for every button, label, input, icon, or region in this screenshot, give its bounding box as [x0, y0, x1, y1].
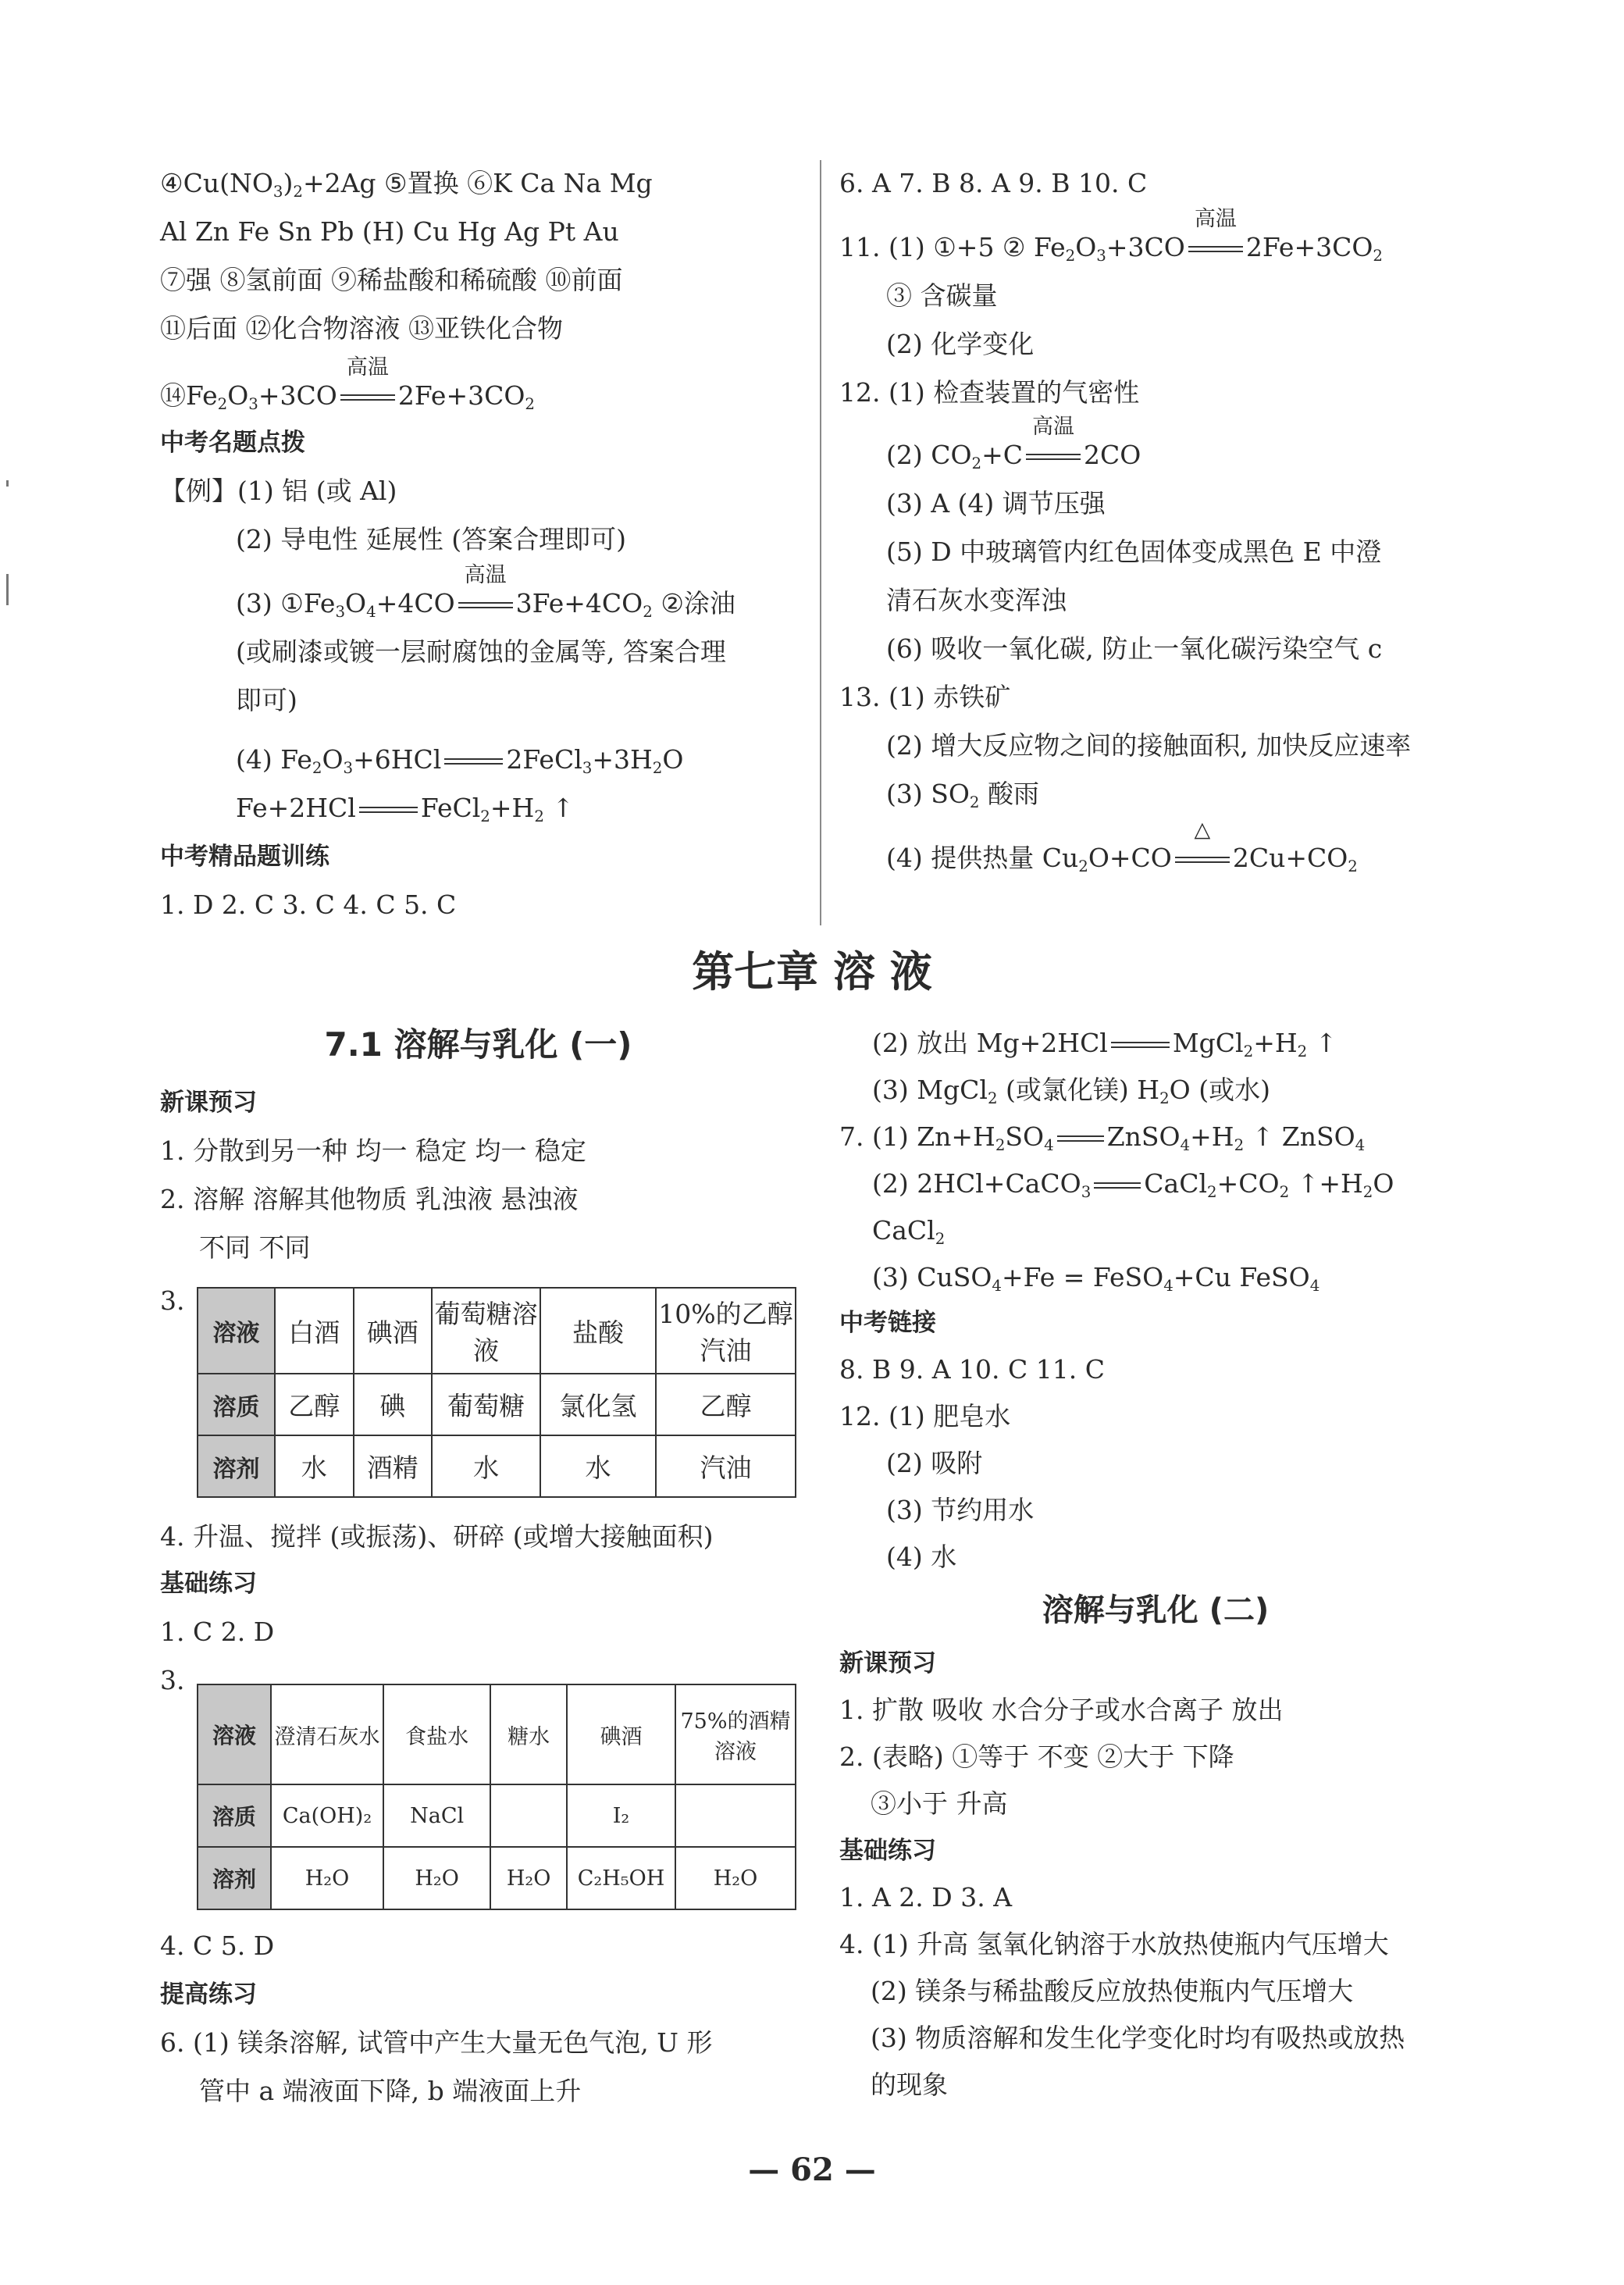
equation-line: (3) CuSO$_4$+Fe = FeSO$_4$+Cu FeSO$_4$ — [872, 1262, 1320, 1295]
section-heading: 中考链接 — [839, 1309, 936, 1337]
answer-line: $④Cu(NO_3)_2+2Ag$ ⑤置换 ⑥K Ca Na Mg — [160, 168, 653, 201]
table-cell: 葡萄糖 — [432, 1374, 540, 1435]
row-label: 溶质 — [198, 1784, 271, 1847]
table-cell: 氯化氢 — [540, 1374, 656, 1435]
equation-line: (2) 放出 Mg+2HCl $MgCl_2+H_2$ ↑ — [872, 1028, 1337, 1061]
answer-line: (2) 增大反应物之间的接触面积, 加快反应速率 — [886, 730, 1412, 761]
answer-line: 2. 溶解 溶解其他物质 乳浊液 悬浊液 — [160, 1184, 579, 1214]
table-cell: I₂ — [567, 1784, 675, 1847]
section-heading: 基础练习 — [839, 1837, 936, 1865]
section-heading: 新课预习 — [839, 1649, 936, 1677]
answer-line: ③小于 升高 — [871, 1788, 1008, 1819]
answer-line: 12. (1) 肥皂水 — [839, 1401, 1011, 1431]
table-cell: H₂O — [383, 1847, 490, 1909]
equation-line: (4) $Fe_2O_3+6HCl$ $2FeCl_3+3H_2O$ — [236, 744, 684, 777]
table-cell: 水 — [540, 1435, 656, 1497]
scan-mark — [6, 574, 9, 605]
answer-line: 不同 不同 — [199, 1232, 311, 1263]
table-cell: 酒精 — [354, 1435, 433, 1497]
table-cell: H₂O — [490, 1847, 567, 1909]
answer-line: (3) 物质溶解和发生化学变化时均有吸热或放热 — [871, 2023, 1405, 2053]
answer-line: 3. — [160, 1665, 185, 1695]
answer-line: (3) A (4) 调节压强 — [886, 488, 1106, 519]
answer-line: 清石灰水变浑浊 — [886, 585, 1067, 615]
table-cell: H₂O — [271, 1847, 383, 1909]
answer-line: ⑦强 ⑧氢前面 ⑨稀盐酸和稀硫酸 ⑩前面 — [160, 265, 623, 295]
answer-line: 4. C 5. D — [160, 1930, 275, 1961]
reaction-arrow: △ — [1172, 843, 1233, 874]
answer-line: (6) 吸收一氧化碳, 防止一氧化碳污染空气 c — [886, 633, 1383, 664]
equals-sign — [441, 744, 506, 775]
answer-line: 2. (表略) ①等于 不变 ②大于 下降 — [839, 1741, 1234, 1772]
answer-line: Al Zn Fe Sn Pb (H) Cu Hg Ag Pt Au — [160, 216, 619, 247]
answer-line: 【例】(1) 铝 (或 Al) — [160, 476, 397, 506]
answer-line: 1. C 2. D — [160, 1617, 275, 1647]
answer-line: 管中 a 端液面下降, b 端液面上升 — [199, 2076, 582, 2106]
page-number: — 62 — — [748, 2151, 876, 2188]
row-label: 溶剂 — [198, 1847, 271, 1909]
chapter-title: 第七章 溶 液 — [692, 947, 932, 996]
answer-line: (2) 吸附 — [886, 1448, 983, 1478]
scan-mark — [6, 480, 9, 487]
answer-line: 的现象 — [871, 2069, 948, 2100]
answer-line: (或刷漆或镀一层耐腐蚀的金属等, 答案合理 — [236, 636, 726, 667]
answer-line: 3. — [160, 1285, 185, 1316]
section-heading: 中考名题点拨 — [160, 429, 305, 457]
answer-line: 1. 分散到另一种 均一 稳定 均一 稳定 — [160, 1135, 586, 1166]
row-label: 溶液 — [198, 1288, 275, 1374]
answer-line: (2) 镁条与稀盐酸反应放热使瓶内气压增大 — [871, 1976, 1354, 2006]
answer-line: 6. (1) 镁条溶解, 试管中产生大量无色气泡, U 形 — [160, 2027, 713, 2058]
answer-line: ③ 含碳量 — [886, 280, 998, 311]
reaction-arrow: 高温 — [337, 380, 398, 412]
table-cell: 乙醇 — [275, 1374, 354, 1435]
table-cell: 白酒 — [275, 1288, 354, 1374]
answer-line: 8. B 9. A 10. C 11. C — [839, 1354, 1105, 1385]
table-cell: C₂H₅OH — [567, 1847, 675, 1909]
table-cell: H₂O — [675, 1847, 796, 1909]
equation-line: (3) $①Fe_3O_4+4CO$ 高温 $3Fe+4CO_2$ ②涂油 — [236, 563, 735, 621]
table-cell: 水 — [432, 1435, 540, 1497]
table-cell: 盐酸 — [540, 1288, 656, 1374]
table-cell: 碘酒 — [567, 1684, 675, 1784]
answer-line: 12. (1) 检查装置的气密性 — [839, 377, 1140, 408]
answer-line: (3) MgCl$_2$ (或氯化镁) $H_2O$ (或水) — [872, 1075, 1270, 1107]
answer-line: 6. A 7. B 8. A 9. B 10. C — [839, 168, 1148, 198]
answer-line: (2) 化学变化 — [886, 329, 1035, 359]
answer-line: 4. (1) 升高 氢氧化钠溶于水放热使瓶内气压增大 — [839, 1929, 1389, 1959]
table-cell: 10%的乙醇汽油 — [656, 1288, 796, 1374]
table-cell: 水 — [275, 1435, 354, 1497]
table-cell: NaCl — [383, 1784, 490, 1847]
table-cell: 葡萄糖溶液 — [432, 1288, 540, 1374]
equals-sign — [1108, 1028, 1173, 1059]
answer-line: (2) 导电性 延展性 (答案合理即可) — [236, 524, 626, 554]
section-heading: 基础练习 — [160, 1570, 257, 1598]
table-cell: 糖水 — [490, 1684, 567, 1784]
answer-line: (3) $SO_2$ 酸雨 — [886, 779, 1039, 811]
table-cell: 汽油 — [656, 1435, 796, 1497]
table-cell: 乙醇 — [656, 1374, 796, 1435]
answer-line: (3) 节约用水 — [886, 1495, 1035, 1525]
equation-line: (2) 2HCl+CaCO$_3$ $CaCl_2+CO_2$ $↑+H_2O$ — [872, 1168, 1394, 1201]
reaction-arrow: 高温 — [455, 588, 516, 619]
table-cell: 澄清石灰水 — [271, 1684, 383, 1784]
answer-line: ⑪后面 ⑫化合物溶液 ⑬亚铁化合物 — [160, 313, 563, 344]
reaction-arrow: 高温 — [1185, 232, 1246, 263]
equation-line: 11. (1) ①+5 ② $Fe_2O_3+3CO$ 高温 $2Fe+3CO_2$ — [839, 207, 1383, 265]
equation-line: (4) 提供热量 $Cu_2O+CO$ △ $2Cu+CO_2$ — [886, 818, 1358, 875]
equation-line: $⑭Fe_2O_3+3CO$ 高温 $2Fe+3CO_2$ — [160, 355, 535, 413]
answer-line: 1. 扩散 吸收 水合分子或水合离子 放出 — [839, 1695, 1284, 1725]
table-cell — [675, 1784, 796, 1847]
equation-line: Fe+2HCl $FeCl_2+H_2$ ↑ — [236, 793, 575, 825]
equation-line: 7. (1) $Zn+H_2SO_4$ $ZnSO_4+H_2$ ↑ ZnSO$_4$ — [839, 1121, 1366, 1154]
solution-table-2 — [197, 1684, 796, 1910]
row-label: 溶液 — [198, 1684, 271, 1784]
row-label: 溶剂 — [198, 1435, 275, 1497]
row-label: 溶质 — [198, 1374, 275, 1435]
reaction-arrow: 高温 — [1023, 440, 1084, 471]
section-heading: 中考精品题训练 — [160, 843, 329, 871]
table-cell: 碘 — [354, 1374, 433, 1435]
answer-line: 1. A 2. D 3. A — [839, 1882, 1013, 1912]
answer-line: 即可) — [236, 685, 297, 715]
equals-sign — [1091, 1168, 1144, 1200]
answer-line: 4. 升温、搅拌 (或振荡)、研碎 (或增大接触面积) — [160, 1521, 714, 1552]
column-divider — [820, 160, 821, 925]
answer-line: (4) 水 — [886, 1542, 957, 1572]
table-cell: 食盐水 — [383, 1684, 490, 1784]
table-cell — [490, 1784, 567, 1847]
answer-line: 1. D 2. C 3. C 4. C 5. C — [160, 889, 457, 920]
equals-sign — [356, 793, 421, 824]
table-cell: Ca(OH)₂ — [271, 1784, 383, 1847]
table-cell: 75%的酒精溶液 — [675, 1684, 796, 1784]
answer-line: (5) D 中玻璃管内红色固体变成黑色 E 中澄 — [886, 536, 1382, 567]
solution-table-1 — [197, 1287, 796, 1498]
answer-line: 13. (1) 赤铁矿 — [839, 682, 1011, 712]
section-heading: 新课预习 — [160, 1089, 257, 1117]
section-heading: 提高练习 — [160, 1980, 257, 2009]
table-cell: 碘酒 — [354, 1288, 433, 1374]
subsection-title: 溶解与乳化 (二) — [1042, 1592, 1270, 1628]
equation-line: (2) $CO_2+C$ 高温 2CO — [886, 415, 1141, 472]
answer-line: CaCl$_2$ — [872, 1215, 946, 1248]
section-title: 7.1 溶解与乳化 (一) — [324, 1025, 632, 1064]
equals-sign — [1054, 1121, 1107, 1153]
